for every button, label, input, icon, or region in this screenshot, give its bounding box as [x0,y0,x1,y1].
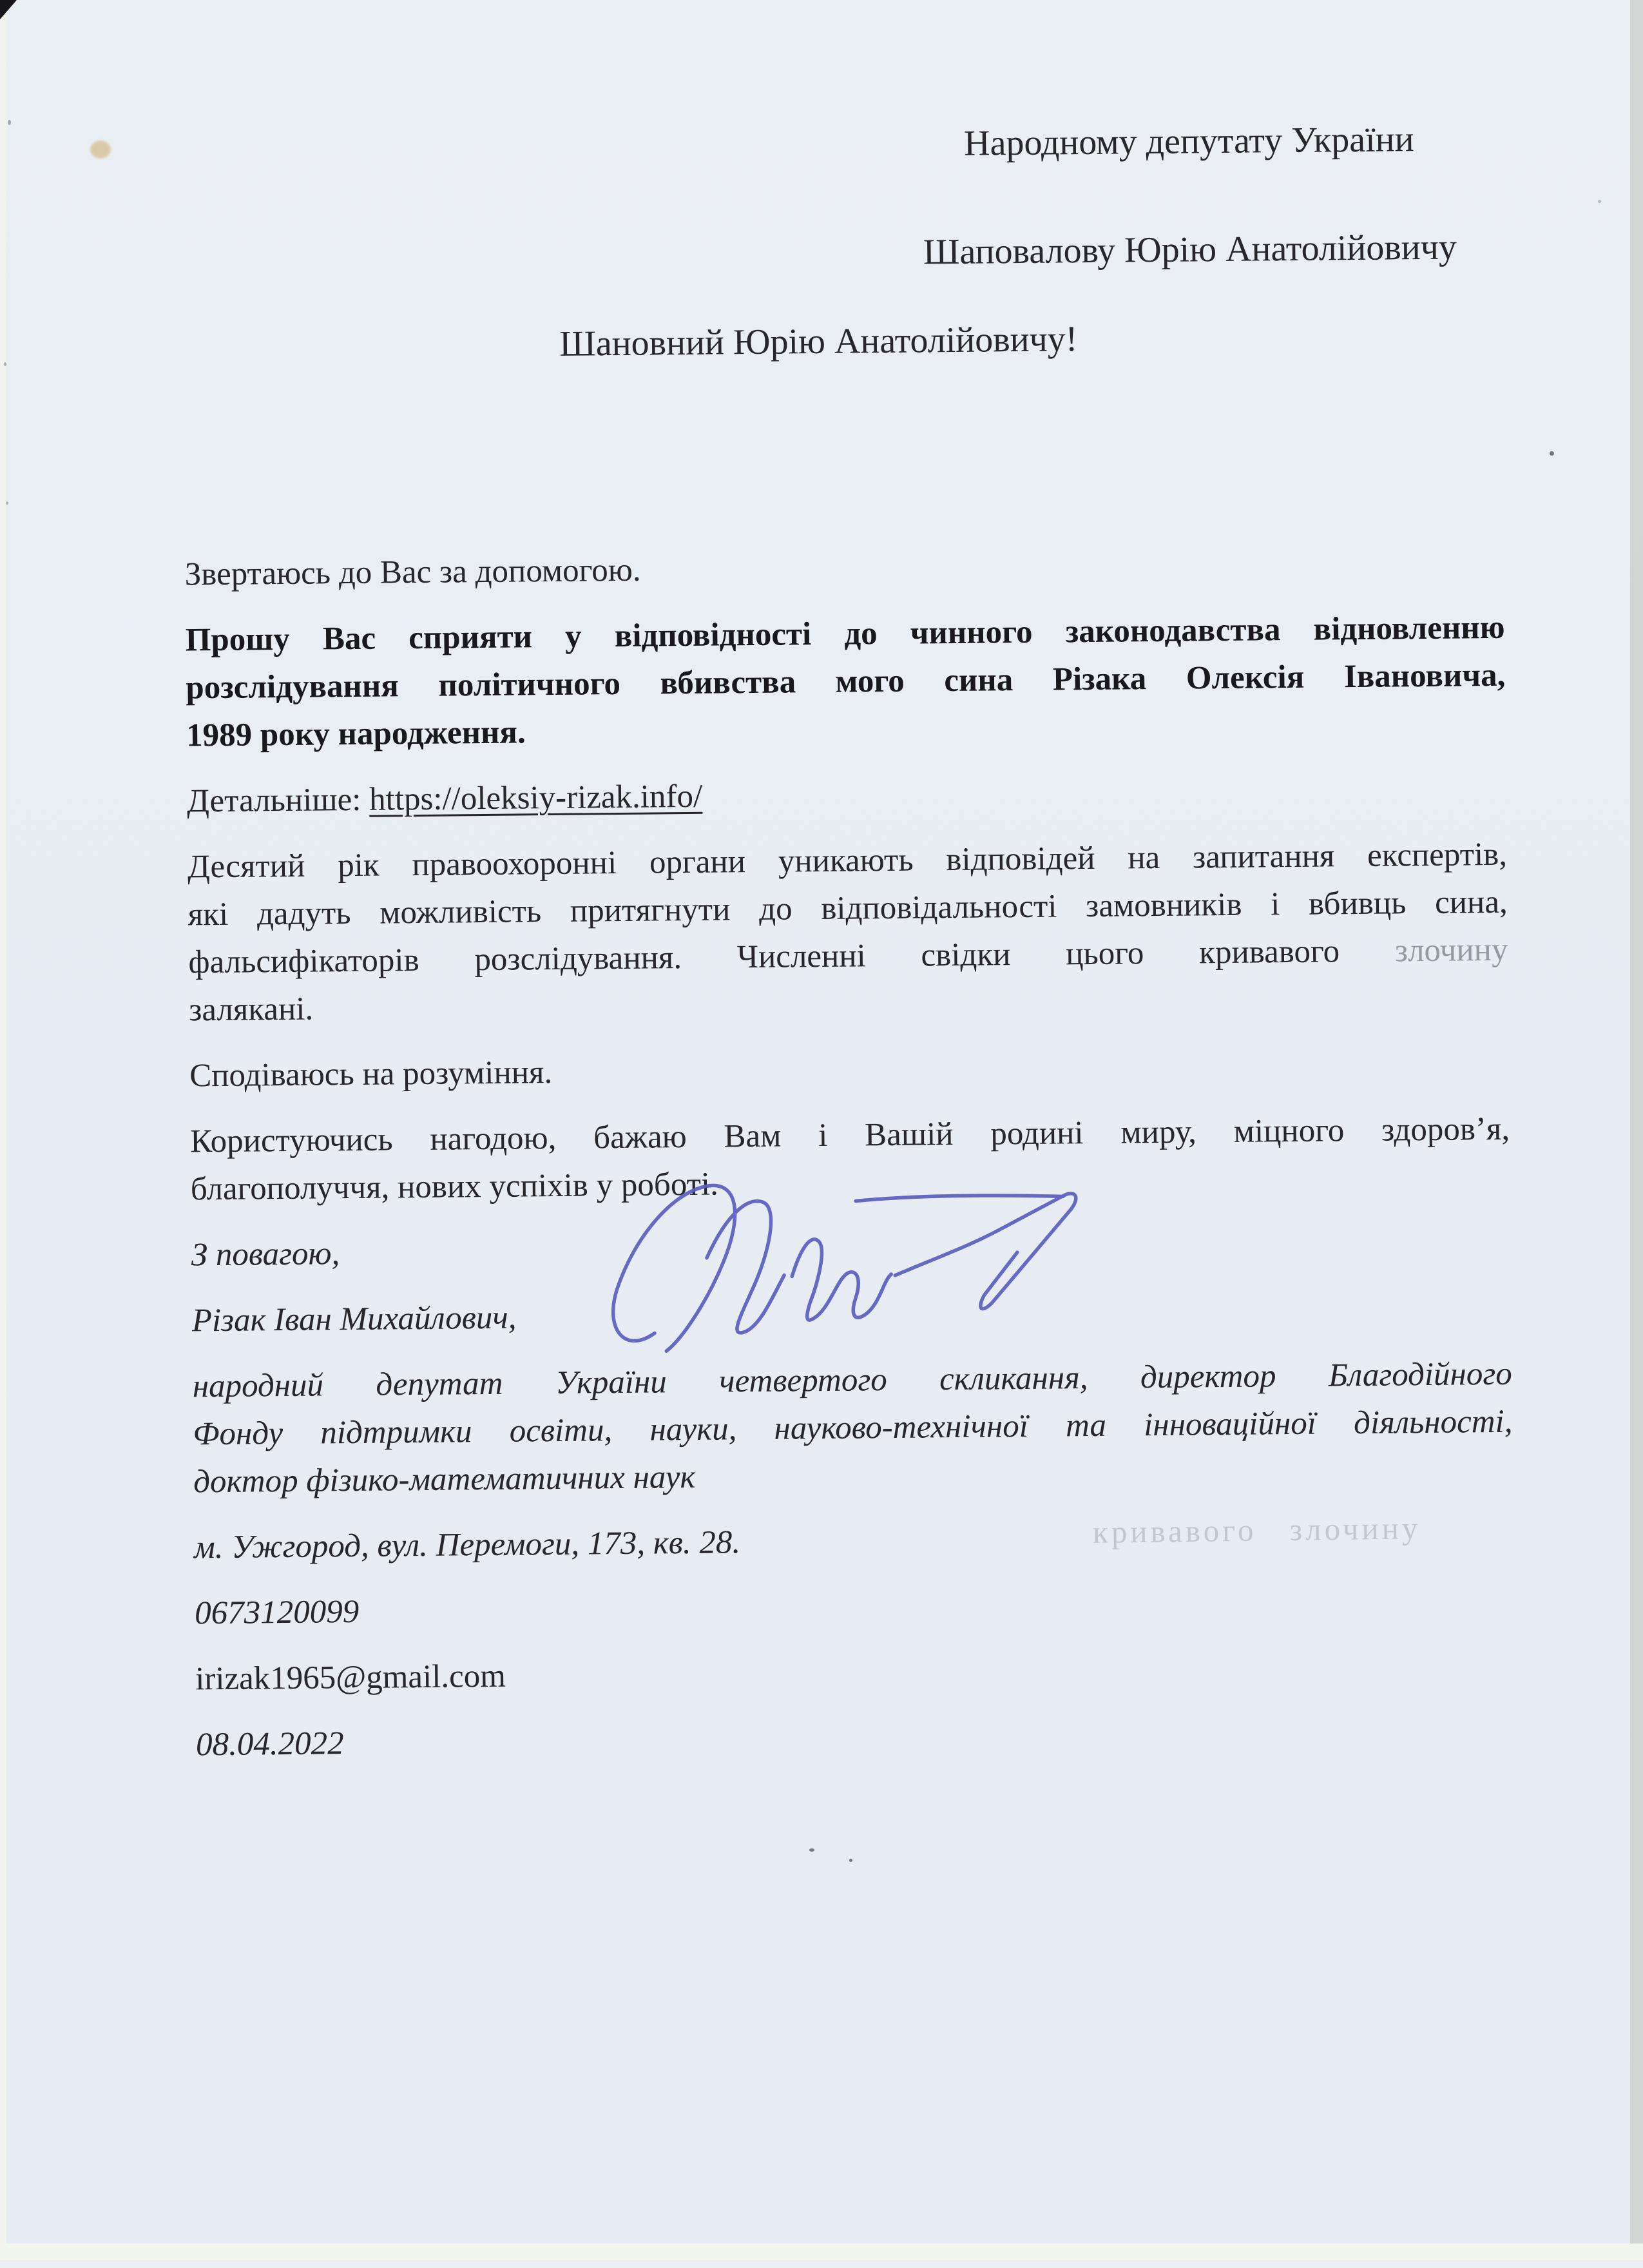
details-line [187,765,1507,826]
investigation-line-1: Десятий рік правоохоронні органи уникають відповідей на запитання експертів, [187,836,1508,886]
handwritten-signature [577,1176,1101,1368]
sender-phone: 0673120099 [194,1593,360,1632]
letter-date: 08.04.2022 [195,1725,344,1763]
title-line-1: народний депутат України четвертого скликання, директор Благодійного [192,1355,1512,1405]
intro-text: Звертаюсь до Вас за допомогою. [184,552,641,593]
recipient-block [886,115,1494,337]
paragraph-details [187,765,1507,826]
request-line-3: 1989 року народження. [186,714,526,754]
details-link: https://oleksiy-rizak.info/ [369,778,703,818]
paragraph-investigation [187,831,1509,1034]
closing-phone [195,1577,1515,1638]
investigation-line-4: залякані. [188,991,314,1029]
ghost-print-artifact: кривавого злочину [1092,1510,1421,1550]
paragraph-hope [189,1040,1510,1100]
salutation: Шановний Юрію Анатолійовичу! [559,319,1078,364]
recipient-line-1: Народному депутату України [963,119,1414,164]
sender-email: irizak1965@gmail.com [195,1658,506,1698]
regards-text: З повагою, [191,1236,340,1274]
investigation-line-3-main: фальсифікаторів розслідування. Численні свідки цього кривавого [188,933,1340,981]
details-label: Детальніше: [186,781,370,820]
sender-address: м. Ужгород, вул. Перемоги, 173, кв. 28. [193,1524,741,1566]
paragraph-request [185,604,1506,760]
faded-word-zlochynu: злочину [1394,931,1508,969]
request-line-1: Прошу Вас сприяти у відповідності до чинного законодавства відновленню [185,609,1505,659]
sender-name: Різак Іван Михайлович, [191,1299,517,1339]
title-line-2: Фонду підтримки освіти, науки, науково-технічної та інноваційної діяльності, [193,1403,1513,1453]
closing-title [192,1350,1513,1506]
request-line-2: розслідування політичного вбивства мого сина Різака Олексія Івановича, [186,657,1506,706]
letter-body [184,538,1515,1787]
wishes-line-2: благополуччя, нових успіхів у роботі. [190,1166,719,1208]
hope-text: Сподіваюсь на розуміння. [189,1054,553,1094]
title-line-3: доктор фізико-математичних наук [193,1459,696,1500]
paragraph-intro [184,538,1504,599]
investigation-line-2: які дадуть можливість притягнути до відповідальності замовників і вбивць сина, [187,884,1508,933]
closing-date [196,1709,1516,1769]
recipient-line-2: Шаповалову Юрію Анатолійовичу [923,227,1457,273]
closing-email [195,1643,1515,1703]
wishes-line-1: Користуючись нагодою, бажаю Вам і Вашій родині миру, міцного здоров’я, [189,1110,1510,1160]
